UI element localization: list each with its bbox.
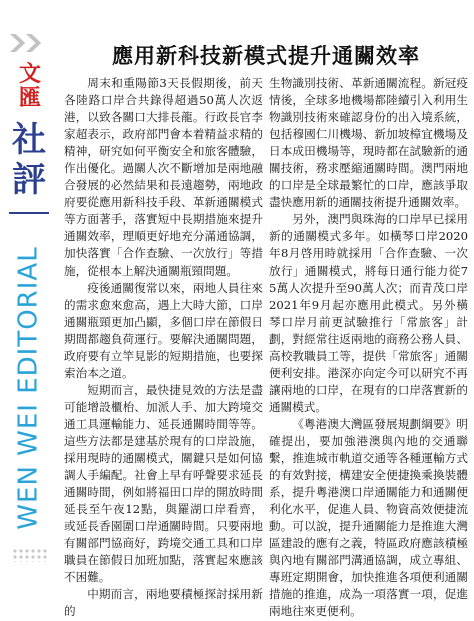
dot-pattern-icon bbox=[12, 548, 48, 562]
paragraph: 《粵港澳大灣區發展規劃綱要》明確提出，要加強港澳與內地的交通聯繫，推進城市軌道交通等各種運輸方式的有效對接，構建安全便捷換乘換裝體系，提升粵港澳口岸通關能力和通關便利化水平，促進人員、物資高效便捷流動。可以說，提升通關能力是推進大灣區建設的應有之義，特區政府應該積極與內地有關部門溝通協調，成立專組、專班定期開會，加快推進各項便利通關措施的推進，成為一項落實一項，促進兩地往來更便利。 bbox=[269, 416, 468, 619]
article-headline: 應用新科技新模式提升通關效率 bbox=[112, 43, 420, 68]
paragraph: 生物識別技術、革新通關流程。新冠疫情後，全球多地機場都陸續引入利用生物識別技術來確認身份的出入境系統，包括穆國仁川機場、新加坡樟宜機場及日本成田機場等，現時都在試驗新的通關技術，務求壓縮通關時間。澳門兩地的口岸是全球最繁忙的口岸，應該爭取盡快應用新的通關技術提升通關效率。 bbox=[269, 76, 468, 210]
paragraph: 疫後通關復常以來，兩地人員往來的需求愈來愈高，遇上大時大節，口岸通關瓶頸更加凸顯，多個口岸在節假日期間都趨負荷運行。要解決通關問題，政府要有立竿見影的短期措施，也要探索治本之道。 bbox=[64, 280, 263, 380]
paragraph: 周末和重陽節3天長假期後，前天各陸路口岸合共錄得超過50萬人次返港，以致各關口大排長龍。行政長官李家超表示，政府部門會本着精益求精的精神，研究如何平衡安全和旅客體驗，作出優化。過關人次不斷增加是兩地融合發展的必然結果和長遠趨勢，兩地政府要從應用新科技手段、革新通關模式等方面著手，落實短中長期措施來提升通關效率，理順更好地充分滿通協調，加快落實「合作查驗、一次放行」等措施，從根本上解決通關瓶頸問題。 bbox=[64, 76, 263, 278]
article-column-left bbox=[64, 75, 263, 621]
editorial-label: 社 評 bbox=[12, 120, 46, 200]
sidebar-brand bbox=[0, 0, 58, 567]
chevron-decoration-icon bbox=[10, 34, 42, 54]
paragraph: 短期而言，最快捷見效的方法是盡可能增設櫃枱、加派人手、加大跨境交通工具運輸能力、延長通關時間等等。這些方法都是建基於現有的口岸設施，採用現時的通關模式，關鍵只是如何協調人手編配。社會上早有呼聲要求延長通關時間，例如將福田口岸的開放時間延長至午夜12點，與羅湖口岸看齊，或延長香園圍口岸通關時間。只要兩地有關部門協商好，跨境交通工具和口岸職員在節假日加班加點，落實起來應該不困難。 bbox=[64, 382, 263, 585]
wenwei-logo-text: 文 匯 bbox=[18, 61, 41, 111]
paragraph: 中期而言，兩地要積極探討採用新的 bbox=[64, 587, 263, 619]
article-column-right bbox=[269, 75, 468, 621]
paragraph: 另外，澳門與珠海的口岸早已採用新的通關模式多年。如橫琴口岸2020年8月啓用時就採用「合作查驗、一次放行」通關模式，將每日通行能力從75萬人次提升至90萬人次；而青茂口岸2021年9月起亦應用此模式。另外橫琴口岸月前更試驗推行「常旅客」計劃，對經常往返兩地的商務公務人員、高校教職員工等，提供「常旅客」通關便利安排。港深亦向定今可以研究不再讓兩地的口岸，在現有的口岸落實新的通關模式。 bbox=[269, 212, 468, 414]
section-label-vertical: WEN WEI EDITORIAL bbox=[14, 246, 45, 530]
divider bbox=[9, 212, 49, 214]
article-body bbox=[64, 75, 468, 621]
editorial-article bbox=[64, 0, 468, 619]
